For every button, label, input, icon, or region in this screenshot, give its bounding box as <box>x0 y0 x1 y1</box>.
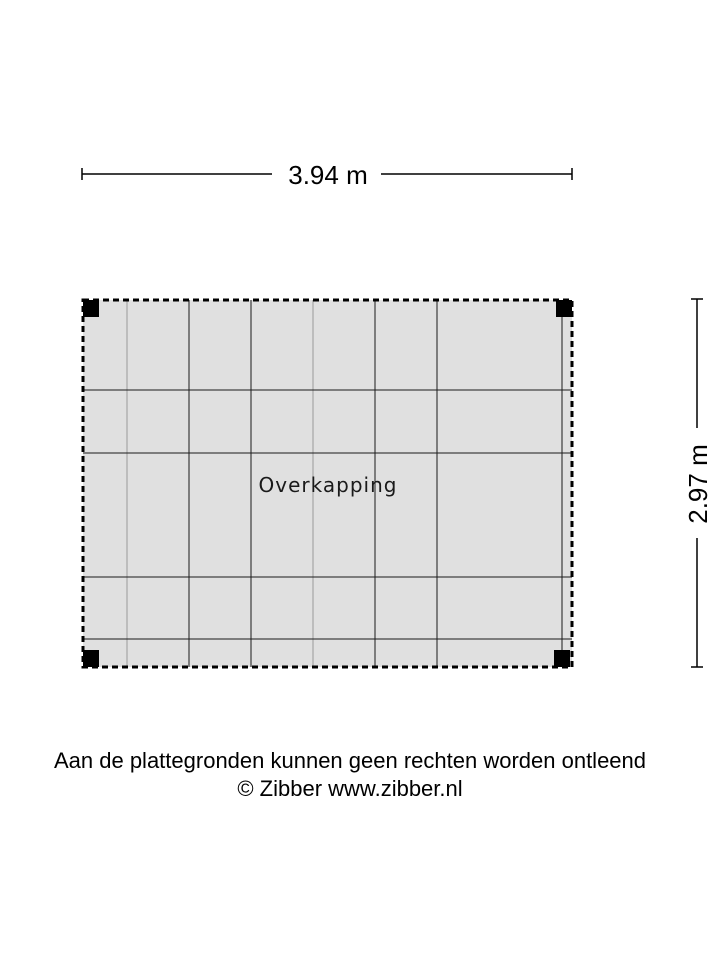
corner-post-bottom-right <box>554 650 570 667</box>
room-overkapping <box>83 300 572 667</box>
height-dimension-label: 2.97 m <box>683 444 713 524</box>
width-dimension-label: 3.94 m <box>288 160 368 190</box>
corner-post-top-right <box>556 300 572 317</box>
width-dimension <box>82 160 572 190</box>
copyright-text: © Zibber www.zibber.nl <box>237 776 463 801</box>
disclaimer-text: Aan de plattegronden kunnen geen rechten worden ontleend <box>53 748 647 773</box>
corner-post-top-left <box>83 300 99 317</box>
room-label: Overkapping <box>258 473 398 497</box>
height-dimension <box>683 299 713 667</box>
corner-post-bottom-left <box>83 650 99 667</box>
